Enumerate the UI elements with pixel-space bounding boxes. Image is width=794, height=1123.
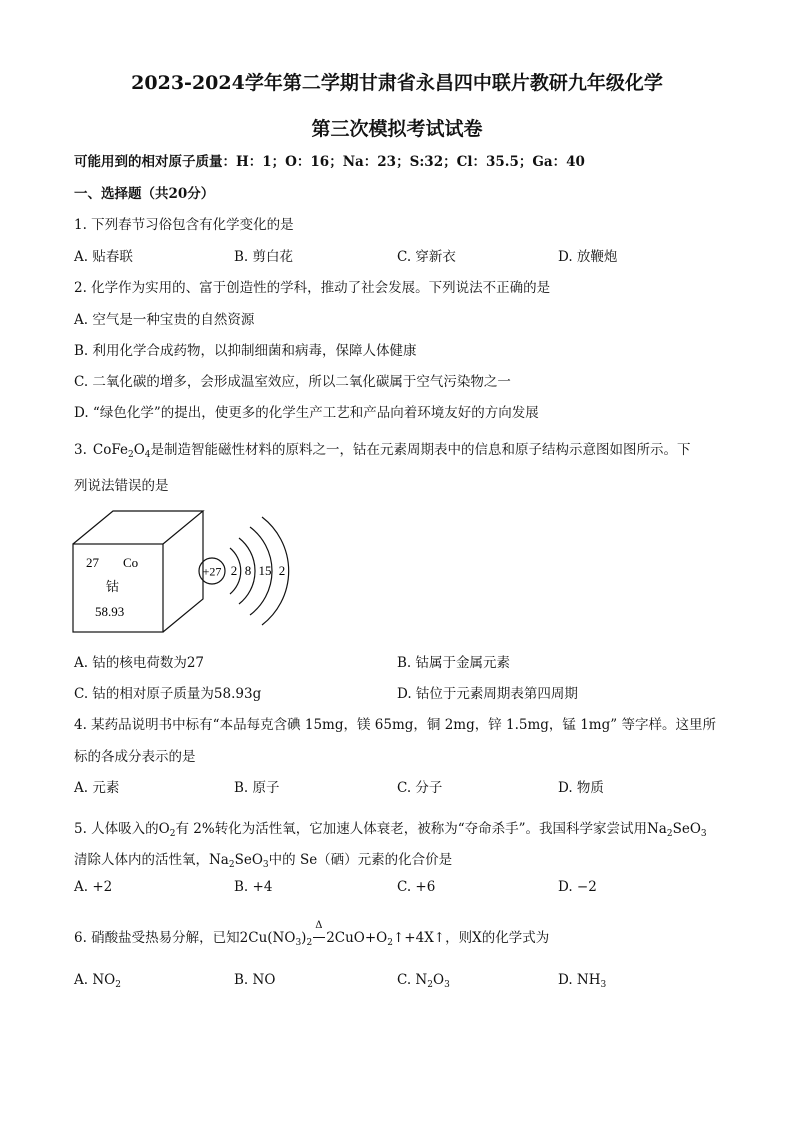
element-cube xyxy=(73,511,203,632)
q1-option-b: B. 剪白花 xyxy=(234,249,294,265)
q4-stem-line1: 4. 某药品说明书中标有“本品每克含碘 15mg，镁 65mg，铜 2mg，锌 1.5mg，锰 1mg” 等字样。这里所 xyxy=(74,717,716,733)
section-heading: 一、选择题（共20分） xyxy=(74,186,215,202)
element-mass: 58.93 xyxy=(95,604,125,619)
page-subtitle: 第三次模拟考试试卷 xyxy=(311,118,483,140)
q2-stem: 2. 化学作为实用的、富于创造性的学科，推动了社会发展。下列说法不正确的是 xyxy=(74,280,551,296)
q3-option-c: C. 钴的相对原子质量为58.93g xyxy=(74,686,262,702)
shell-electrons-4: 2 xyxy=(278,563,286,578)
q3-stem-line2: 列说法错误的是 xyxy=(74,478,169,494)
q4-option-d: D. 物质 xyxy=(558,780,604,796)
q1-option-d: D. 放鞭炮 xyxy=(558,249,618,265)
q1-stem: 1. 下列春节习俗包含有化学变化的是 xyxy=(74,217,294,233)
q5-option-a: A. +2 xyxy=(74,879,113,895)
q4-option-a: A. 元素 xyxy=(74,780,120,796)
q2-option-c: C. 二氧化碳的增多，会形成温室效应，所以二氧化碳属于空气污染物之一 xyxy=(74,374,511,390)
shell-electrons-3: 15 xyxy=(258,563,272,578)
q3-stem: 3. $CoFe_2O_4$是制造智能磁性材料的原料之一，钴在元素周期表中的信息和原子结构示意图如图所示。下 xyxy=(74,442,691,460)
q1-option-c: C. 穿新衣 xyxy=(397,249,456,265)
q4-stem-line2: 标的各成分表示的是 xyxy=(74,749,196,765)
q5-stem-line1: 5. 人体吸入的$O_2$有 2%转化为活性氧，它加速人体衰老，被称为“夺命杀手”。我国科学家尝试用$Na_2SeO_3$ xyxy=(74,821,707,839)
q2-option-a: A. 空气是一种宝贵的自然资源 xyxy=(74,312,255,328)
q4-option-c: C. 分子 xyxy=(397,780,443,796)
page-title: 2023-2024学年第二学期甘肃省永昌四中联片教研九年级化学 xyxy=(131,72,663,94)
q6-option-b: B. NO xyxy=(234,972,276,988)
q1-option-a: A. 贴春联 xyxy=(74,249,133,265)
q3-number: 3. xyxy=(74,442,87,458)
q6-option-c: C. $N_2O_3$ xyxy=(397,972,450,990)
element-number: 27 xyxy=(86,555,99,570)
q3-option-a: A. 钴的核电荷数为27 xyxy=(74,655,205,671)
element-name: 钴 xyxy=(106,580,120,595)
q5-option-b: B. +4 xyxy=(234,879,273,895)
q3-formula: $CoFe_2O_4$ xyxy=(92,442,151,460)
q2-option-d: D. “绿色化学”的提出，使更多的化学生产工艺和产品向着环境友好的方向发展 xyxy=(74,405,539,421)
heat-condition: Δ xyxy=(312,930,326,946)
shell-electrons-1: 2 xyxy=(230,563,238,578)
q6-stem: 6. 硝酸盐受热易分解，已知$2Cu(NO_3)_2$ Δ $2CuO+O_2↑+4X↑$，则X的化学式为 xyxy=(74,920,550,948)
q5-option-c: C. +6 xyxy=(397,879,436,895)
element-symbol: Co xyxy=(123,555,139,570)
q3-option-b: B. 钴属于金属元素 xyxy=(397,655,511,671)
q3-option-d: D. 钴位于元素周期表第四周期 xyxy=(397,686,578,702)
q6-option-d: D. $NH_3$ xyxy=(558,972,607,990)
atom-structure-diagram xyxy=(190,505,300,635)
q6-option-a: A. $NO_2$ xyxy=(74,972,121,990)
shell-electrons-2: 8 xyxy=(244,563,252,578)
atomic-masses: 可能用到的相对原子质量：H：1；O：16；Na：23；S:32；Cl：35.5；Ga：40 xyxy=(74,154,585,170)
q2-option-b: B. 利用化学合成药物，以抑制细菌和病毒，保障人体健康 xyxy=(74,343,417,359)
q5-option-d: D. −2 xyxy=(558,879,597,895)
q5-stem-line2: 清除人体内的活性氧，$Na_2SeO_3$中的 Se（硒）元素的化合价是 xyxy=(74,852,453,870)
q4-option-b: B. 原子 xyxy=(234,780,280,796)
nucleus-charge: +27 xyxy=(202,564,222,579)
